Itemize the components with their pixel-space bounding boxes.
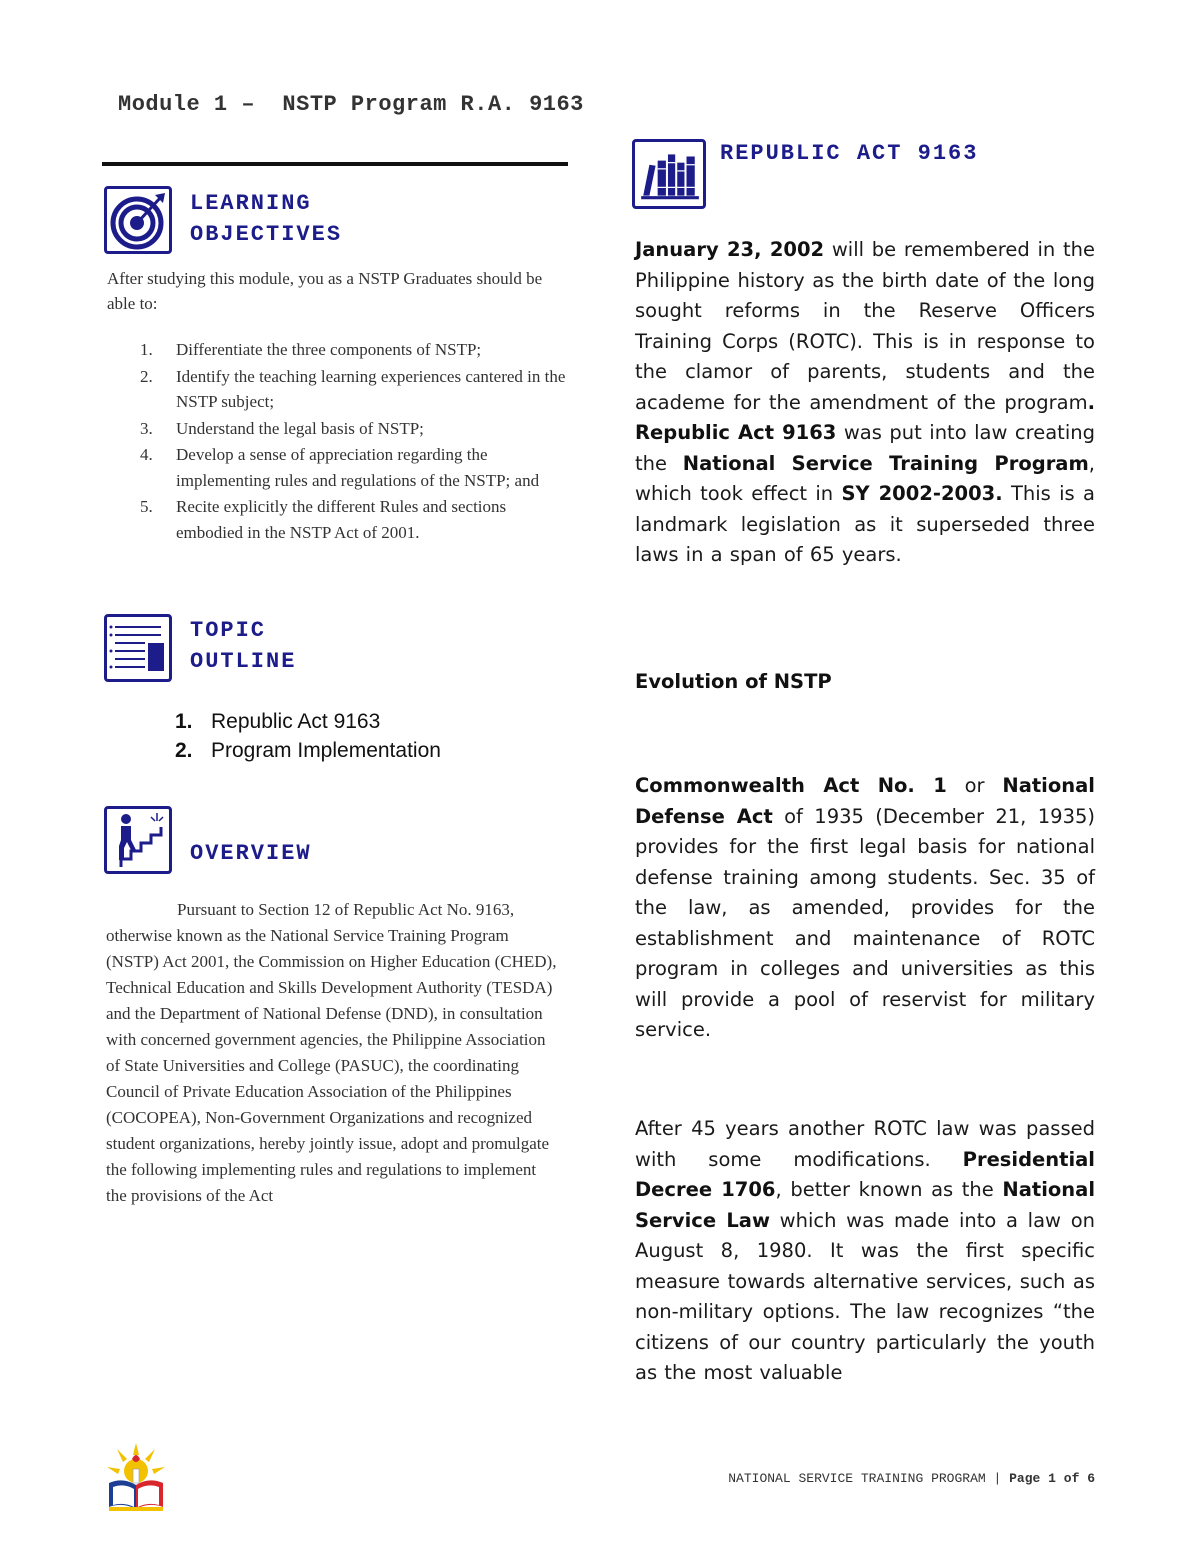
list-item: 4. Develop a sense of appreciation regarding the implementing rules and regulations of the NSTP; and [140, 445, 540, 490]
learning-objectives-heading-line1: LEARNING [190, 191, 312, 216]
learning-objectives-heading-line2: OBJECTIVES [190, 222, 343, 247]
republic-act-paragraph: January 23, 2002 will be remembered in the Philippine history as the birth date of the long sought reforms in the Reserve Officers Training Corps (ROTC). This is in response to the clamor of parents, students and the academe for the amendment of the program. Republic Act 9163 was put into law creating the National Service Training Program, which took effect in SY 2002-2003. This is a landmark legislation as it superseded three laws in a span of 65 years. [635, 238, 1095, 566]
learning-objectives-heading [190, 188, 342, 250]
module-title: Module 1 – NSTP Program R.A. 9163 [118, 92, 584, 117]
evolution-heading: Evolution of NSTP [635, 670, 832, 693]
header-divider [102, 162, 568, 166]
learning-objectives-list [107, 337, 567, 546]
list-item: 2. Program Implementation [175, 739, 441, 762]
learning-objectives-intro: After studying this module, you as a NSTP Graduates should be able to: [107, 269, 543, 313]
presidential-decree-paragraph: After 45 years another ROTC law was passed with some modifications. Presidential Decree 1706, better known as the National Service Law which was made into a law on August 8, 1980. It was the first specific measure towards alternative services, such as non-military options. The law recognizes “the citizens of our country particularly the youth as the most valuable [635, 1117, 1096, 1384]
commonwealth-act-paragraph: Commonwealth Act No. 1 or National Defense Act of 1935 (December 21, 1935) provides for the first legal basis for national defense training among students. Sec. 35 of the law, as amended, provides for the establishment and maintenance of ROTC program in colleges and universities as this will provide a pool of reservist for military service. [635, 774, 1095, 1041]
flag-book-logo-icon [103, 1441, 169, 1517]
list-item: 2. Identify the teaching learning experiences cantered in the NSTP subject; [140, 366, 566, 411]
topic-outline-heading-line2: OUTLINE [190, 649, 297, 674]
footer-program: NATIONAL SERVICE TRAINING PROGRAM | [728, 1471, 1010, 1486]
republic-act-heading: REPUBLIC ACT 9163 [720, 141, 979, 166]
overview-heading: OVERVIEW [190, 841, 312, 866]
footer-page-word: Page [1009, 1471, 1041, 1486]
footer-of-word: of [1063, 1471, 1080, 1486]
overview-text: Pursuant to Section 12 of Republic Act No. 9163, otherwise known as the National Service Training Program (NSTP) Act 2001, the Commission on Higher Education (CHED), Technical Education and Skills Development Authority (TESDA) and the Department of National Defense (DND), in consultation with concerned government agencies, the Philippine Association of State Universities and College (PASUC), the coordinating Council of Private Education Association of the Philippines (COCOPEA), Non-Government Organizations and recognized student organizations, hereby jointly issue, adopt and promulgate the following implementing rules and regulations to implement the provisions of the Act [106, 900, 557, 1205]
page-footer [683, 1471, 1095, 1486]
list-item: 1. Republic Act 9163 [175, 710, 381, 733]
stairs-climber-icon [104, 806, 172, 874]
target-icon [104, 186, 172, 254]
topic-outline-heading [190, 615, 296, 677]
footer-total-pages: 6 [1087, 1471, 1095, 1486]
list-item: 3. Understand the legal basis of NSTP; [140, 418, 424, 438]
books-icon [632, 139, 706, 209]
topic-outline-heading-line1: TOPIC [190, 618, 267, 643]
list-item: 1. Differentiate the three components of NSTP; [140, 340, 482, 359]
footer-page-number: 1 [1048, 1471, 1056, 1486]
topic-outline-list [175, 707, 441, 765]
list-item: 5. Recite explicitly the different Rules and sections embodied in the NSTP Act of 2001. [140, 497, 507, 542]
list-icon [104, 614, 172, 682]
